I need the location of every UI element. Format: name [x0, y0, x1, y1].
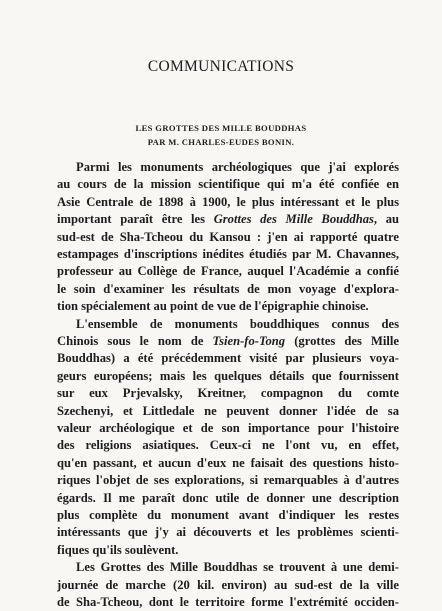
- body-line: [57, 194, 399, 211]
- line-text: valeur archéologique et de son importance pour l'histoire: [57, 421, 399, 435]
- line-text: Les Grottes des Mille Bouddhas se trouvent à une demi-: [76, 560, 399, 575]
- body-line: [57, 385, 399, 402]
- line-text: journée de marche (20 kil. environ) au sud-est de la ville: [57, 577, 399, 592]
- line-text: sur eux Prjevalsky, Kreitner, compagnon du comte: [57, 386, 399, 401]
- line-text: riques l'objet de ses explorations, si remarquables à d'autres: [57, 473, 399, 488]
- body-line: [57, 176, 399, 193]
- body-line: [76, 159, 399, 176]
- line-text: le soin d'examiner les résultats de mon voyage d'explora-: [57, 281, 399, 296]
- line-text: Chinois sous le nom de: [57, 334, 213, 348]
- body-line: [57, 420, 399, 437]
- body-line: [57, 246, 399, 263]
- line-text: qu'en passant, et aucun d'eux ne faisait des questions histo-: [57, 455, 399, 470]
- line-text: sud-est de Sha-Tcheou du Kansou : j'en ai rapporté quatre: [57, 229, 399, 244]
- line-text: geurs européens; mais les quelques détails que fournissent: [57, 368, 399, 383]
- body-line: [57, 577, 399, 594]
- body-line: [57, 298, 399, 315]
- section-heading: COMMUNICATIONS: [147, 58, 295, 75]
- body-line: [57, 403, 399, 420]
- body-line: [57, 333, 399, 350]
- body-line: [57, 211, 399, 228]
- line-text: estampages d'inscriptions inédites étudiés par M. Chavannes,: [57, 247, 399, 261]
- body-line: [57, 263, 399, 280]
- line-text: égards. Il me paraît donc utile de donner une description: [57, 490, 399, 505]
- body-line: [57, 594, 399, 611]
- line-text: au cours de la mission scientifique qui m'a été confiée en: [57, 177, 399, 192]
- line-text: des religions asiatiques. Ceux-ci ne l'ont vu, en effet,: [57, 438, 399, 453]
- line-text: tion spécialement au point de vue de l'épigraphie chinoise.: [57, 299, 369, 314]
- line-text: Bouddhas) a été précédemment visité par plusieurs voya-: [57, 351, 399, 366]
- body-line: [57, 524, 399, 541]
- body-line: [57, 437, 399, 454]
- line-text: Parmi les monuments archéologiques que j'ai explorés: [76, 160, 399, 174]
- line-text: (grottes des Mille: [285, 334, 399, 348]
- line-text: plus complète du monument avant d'indiquer les restes: [57, 508, 399, 522]
- line-text: intéressants que j'y ai découverts et les problèmes scienti-: [57, 525, 399, 540]
- body-line: [57, 507, 399, 524]
- body-line: [57, 542, 399, 559]
- body-line: [76, 559, 399, 576]
- line-text: professeur au Collège de France, auquel l'Académie a confié: [57, 264, 399, 279]
- line-text: , au: [373, 212, 399, 227]
- body-line: [57, 368, 399, 385]
- body-line: [57, 281, 399, 298]
- body-line: [57, 455, 399, 472]
- body-line: [57, 472, 399, 489]
- italic-term: Grottes des Mille Bouddhas: [213, 212, 374, 227]
- body-line: [57, 229, 399, 246]
- body-line: [76, 316, 399, 333]
- italic-term: Tsien-fo-Tong: [212, 334, 286, 348]
- line-text: fiques qu'ils soulèvent.: [57, 542, 179, 557]
- line-text: important paraît être les: [57, 212, 214, 227]
- article-title: LES GROTTES DES MILLE BOUDDHAS: [135, 123, 307, 133]
- line-text: de Sha-Tcheou, dont le territoire forme l'extrémité occiden-: [57, 595, 399, 609]
- line-text: Szechenyi, et Littledale ne peuvent donner l'idée de sa: [57, 403, 399, 418]
- line-text: Asie Centrale de 1898 à 1900, le plus intéressant et le plus: [57, 194, 399, 209]
- line-text: L'ensemble de monuments bouddhiques connus des: [76, 316, 399, 331]
- body-line: [57, 490, 399, 507]
- article-author: PAR M. CHARLES-EUDES BONIN.: [147, 137, 295, 147]
- body-line: [57, 350, 399, 367]
